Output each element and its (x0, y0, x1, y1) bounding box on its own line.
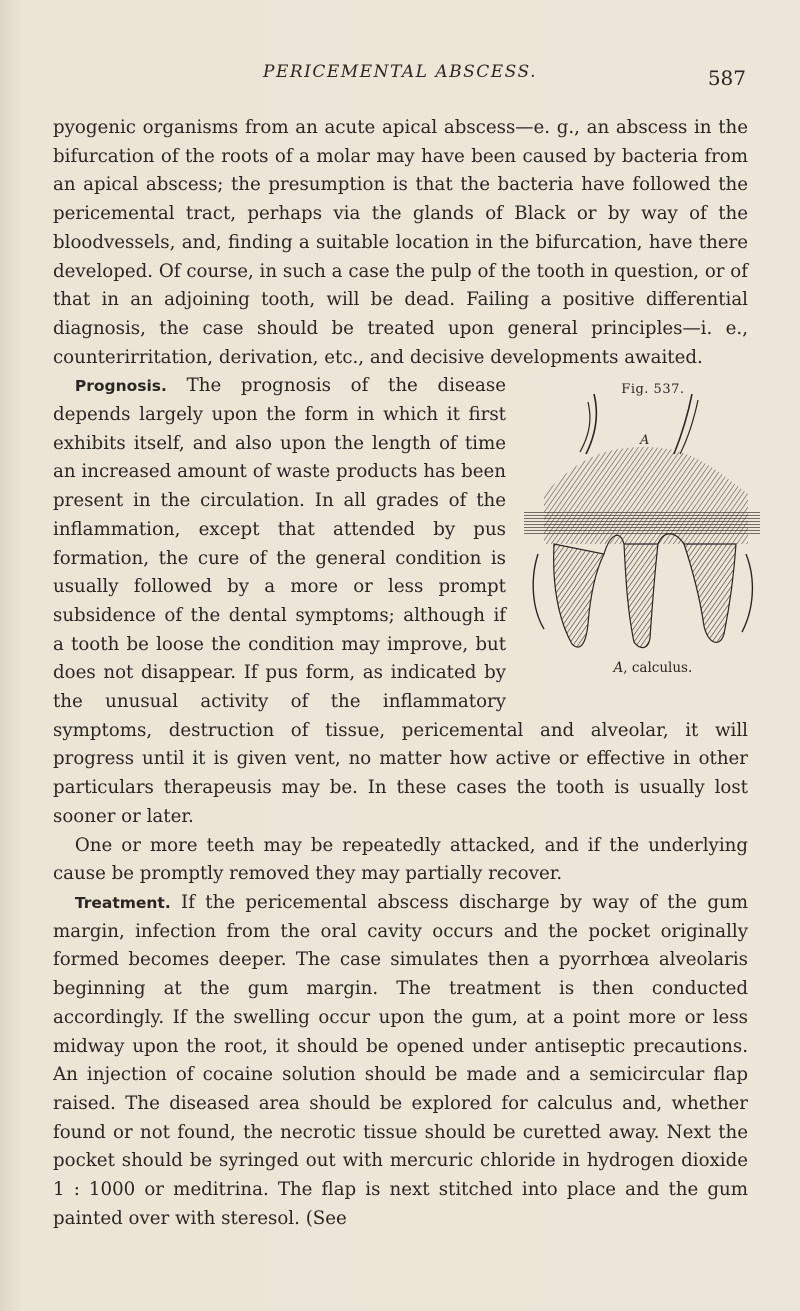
caption-letter: A (613, 660, 624, 677)
running-title: PERICEMENTAL ABSCESS. (263, 62, 537, 82)
page-number: 587 (707, 66, 746, 90)
prognosis-heading: Prognosis. (74, 377, 167, 396)
paragraph-1: pyogenic organisms from an acute apical abscess—e. g., an abscess in the bifurcation of the roots of a molar may have been caused by bacteria from an apical abscess; the presumption is that the bacteria have followed the pericemental tract, perhaps via the glands of Black or by way of the bloodvessels, and, finding a suitable location in the bifurcation, have there developed. Of course, in such a case the pulp of the tooth in question, or of that in an adjoining tooth, will be dead. Failing a positive differential diagnosis, the case should be treated upon general principles—i. e., counterirritation, derivation, etc., and decisive developments awaited. (53, 117, 748, 368)
paragraph-3: One or more teeth may be repeatedly attacked, and if the underlying cause be promptly removed they may partially recover. (53, 834, 748, 885)
paragraph-treatment (53, 889, 748, 1233)
treatment-text: If the pericemental abscess discharge by way of the gum margin, infection from the oral cavity occurs and the pocket originally formed becomes deeper. The case simulates then a pyorrhœa alveolaris beginning at the gum margin. The treatment is then conducted accordingly. If the swelling occur upon the gum, at a point more or less midway upon the root, it should be opened under antiseptic precautions. An injection of cocaine solution should be made and a semicircular flap raised. The diseased area should be explored for calculus and, whether found or not found, the necrotic tissue should be curetted away. Next the pocket should be syringed out with mercuric chloride in hydrogen dioxide 1 : 1000 or meditrina. The flap is next stitched into place and the gum painted over with steresol. (See (53, 891, 748, 1229)
running-head (0, 62, 800, 92)
body-text (53, 114, 748, 1233)
caption-text: , calculus. (623, 660, 693, 677)
treatment-heading: Treatment. (74, 893, 171, 912)
figure-caption (524, 654, 760, 683)
figure-inner-letter: A (640, 433, 650, 449)
prognosis-text: The prognosis of the disease depends largely upon the form in which it first exhibits itself, and also upon the length of time an increased amount of waste products has been present in the circulation. In all grades of the inflammation, except that attended by pus formation, the cure of the general condition is usually followed by a more or less prompt subsidence of the dental symptoms; although if a tooth be loose the condition may improve, but does not disappear. If pus form, as indicated by the unusual activity of the inflammatory symptoms, destruction of tissue, pericemental and alveolar, it will progress until it is given vent, no matter how active or effective in other particulars therapeusis may be. In these cases the tooth is usually lost sooner or later. (53, 375, 748, 827)
figure-537 (524, 376, 760, 698)
figure-label: Fig. 537. (621, 382, 685, 398)
tooth-calculus-illustration (524, 394, 760, 652)
paragraph-prognosis (53, 372, 748, 831)
